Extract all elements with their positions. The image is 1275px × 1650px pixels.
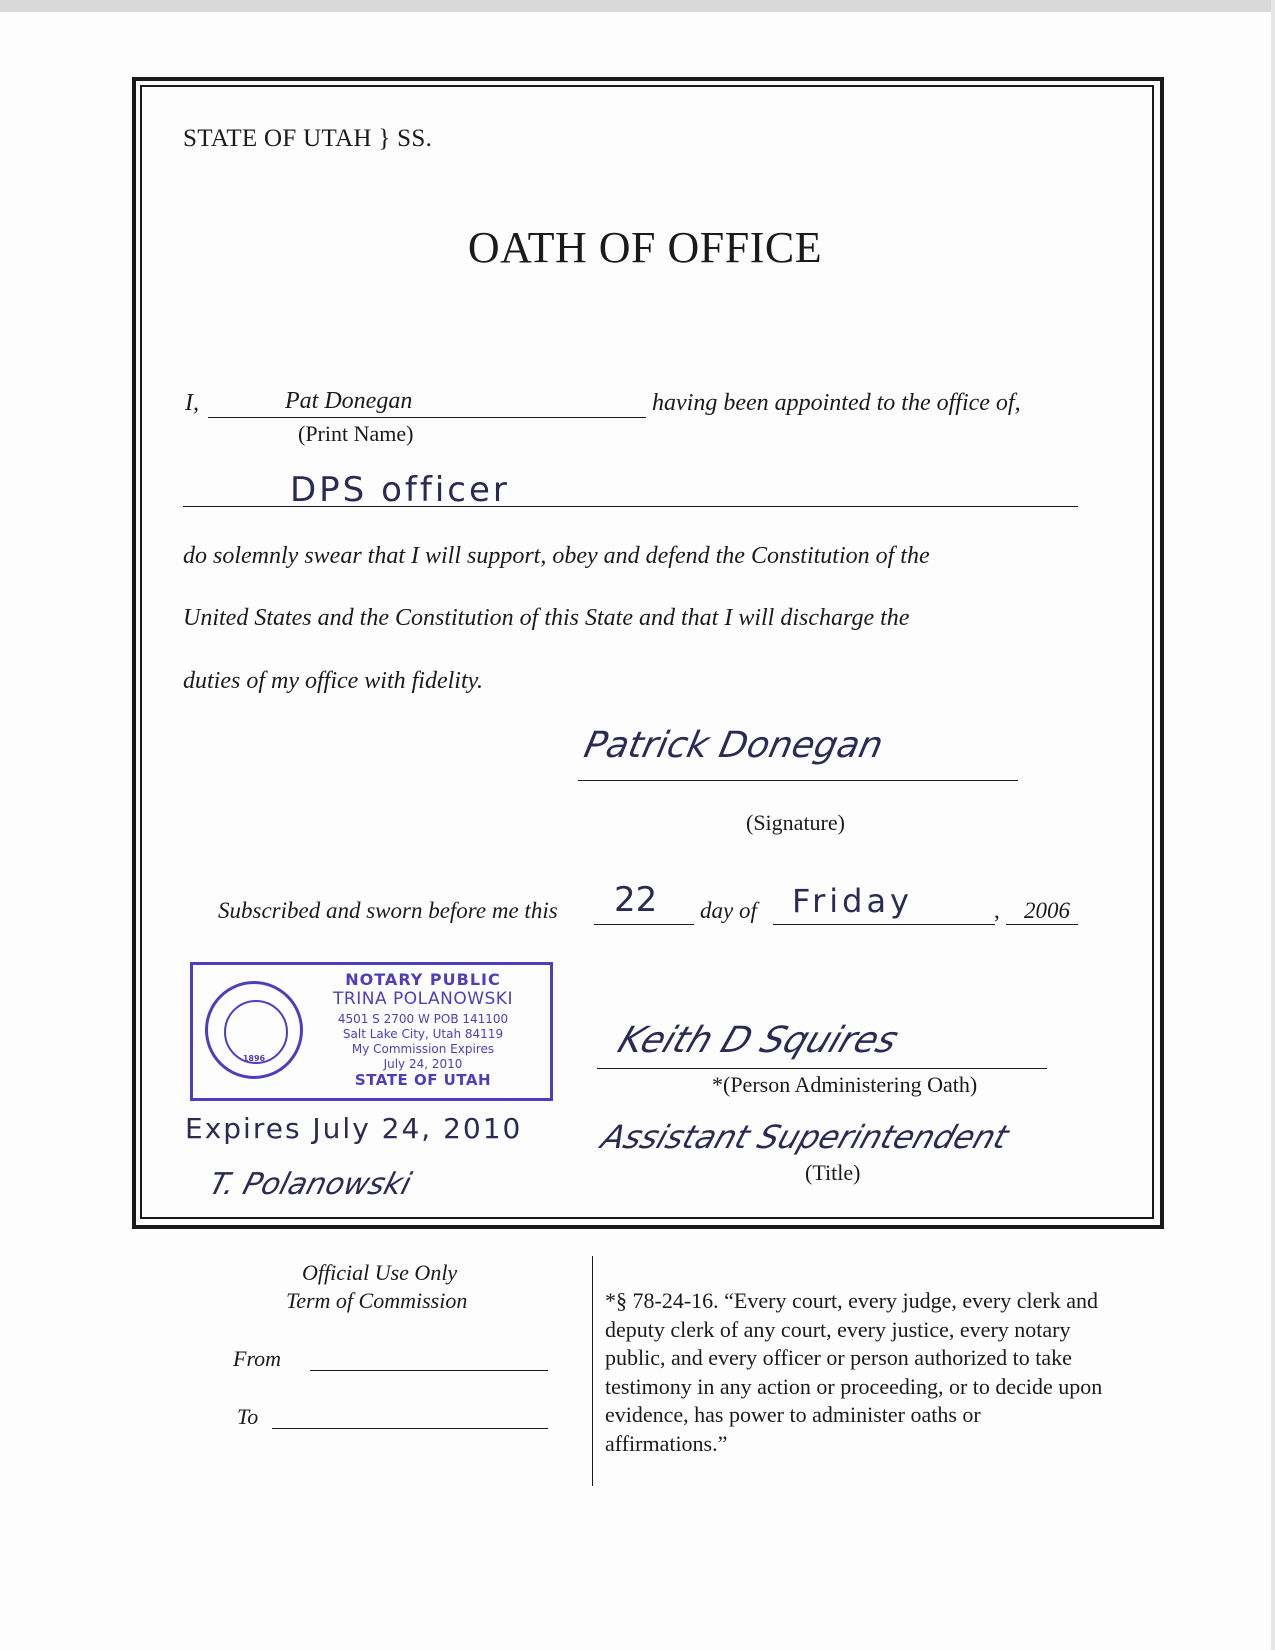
stamp-line-3: 4501 S 2700 W POB 141100 [337, 1012, 509, 1026]
stamp-line-4: Salt Lake City, Utah 84119 [342, 1027, 504, 1041]
oath-line-3: duties of my office with fidelity. [183, 668, 483, 694]
year-line [1006, 924, 1078, 925]
office-handwritten: DPS officer [290, 470, 510, 510]
document-title: OATH OF OFFICE [467, 223, 823, 272]
from-line [310, 1370, 548, 1371]
official-use-heading: Official Use Only [302, 1260, 458, 1285]
stamp-line-7: STATE OF UTAH [354, 1071, 492, 1089]
printed-name: Pat Donegan [285, 388, 413, 414]
appointment-suffix: having been appointed to the office of, [652, 390, 1021, 416]
administrator-line [597, 1068, 1047, 1069]
column-divider [592, 1256, 593, 1486]
day-line [594, 924, 694, 925]
oath-prefix: I, [185, 390, 199, 416]
administrator-title-handwritten: Assistant Superintendent [596, 1118, 1014, 1156]
administrator-signature: Keith D Squires [612, 1020, 904, 1061]
signature-line [578, 780, 1018, 781]
stamp-line-1: NOTARY PUBLIC [345, 970, 501, 989]
month-line [773, 924, 995, 925]
notary-stamp [190, 962, 553, 1101]
sworn-day: 22 [614, 880, 658, 920]
statute-text: *§ 78-24-16. “Every court, every judge, every clerk and deputy clerk of any court, every justice, every notary public, and every officer or person authorized to take testimony in any action or proceeding, or to decide upon evidence, has power to administer oaths or affirmations.” [605, 1288, 1103, 1456]
term-heading: Term of Commission [286, 1288, 468, 1313]
oath-line-2: United States and the Constitution of this State and that I will discharge the [183, 605, 910, 631]
oath-line-1: do solemnly swear that I will support, obey and defend the Constitution of the [183, 543, 930, 569]
name-caption: (Print Name) [298, 421, 414, 446]
notary-expires-handwritten: Expires July 24, 2010 [185, 1112, 523, 1145]
sworn-month: Friday [792, 882, 913, 920]
stamp-line-5: My Commission Expires [351, 1042, 495, 1056]
administrator-caption: *(Person Administering Oath) [712, 1072, 978, 1097]
state-seal-icon [205, 981, 303, 1079]
title-caption: (Title) [805, 1160, 861, 1185]
state-line: STATE OF UTAH } SS. [183, 125, 433, 152]
officer-signature: Patrick Donegan [580, 725, 887, 766]
signature-caption: (Signature) [746, 810, 845, 835]
sworn-mid: day of [700, 898, 757, 923]
from-label: From [233, 1346, 282, 1371]
scan-edge [0, 0, 1275, 12]
to-label: To [237, 1404, 259, 1429]
stamp-line-6: July 24, 2010 [383, 1057, 463, 1071]
seal-year: 1896 [242, 1054, 266, 1063]
notary-signature: T. Polanowski [205, 1167, 415, 1202]
sworn-comma: , [994, 898, 1000, 923]
stamp-line-2: TRINA POLANOWSKI [333, 989, 513, 1009]
to-line [272, 1428, 548, 1429]
name-line [208, 417, 646, 418]
sworn-prefix: Subscribed and sworn before me this [218, 898, 558, 923]
sworn-year: 2006 [1024, 898, 1070, 923]
